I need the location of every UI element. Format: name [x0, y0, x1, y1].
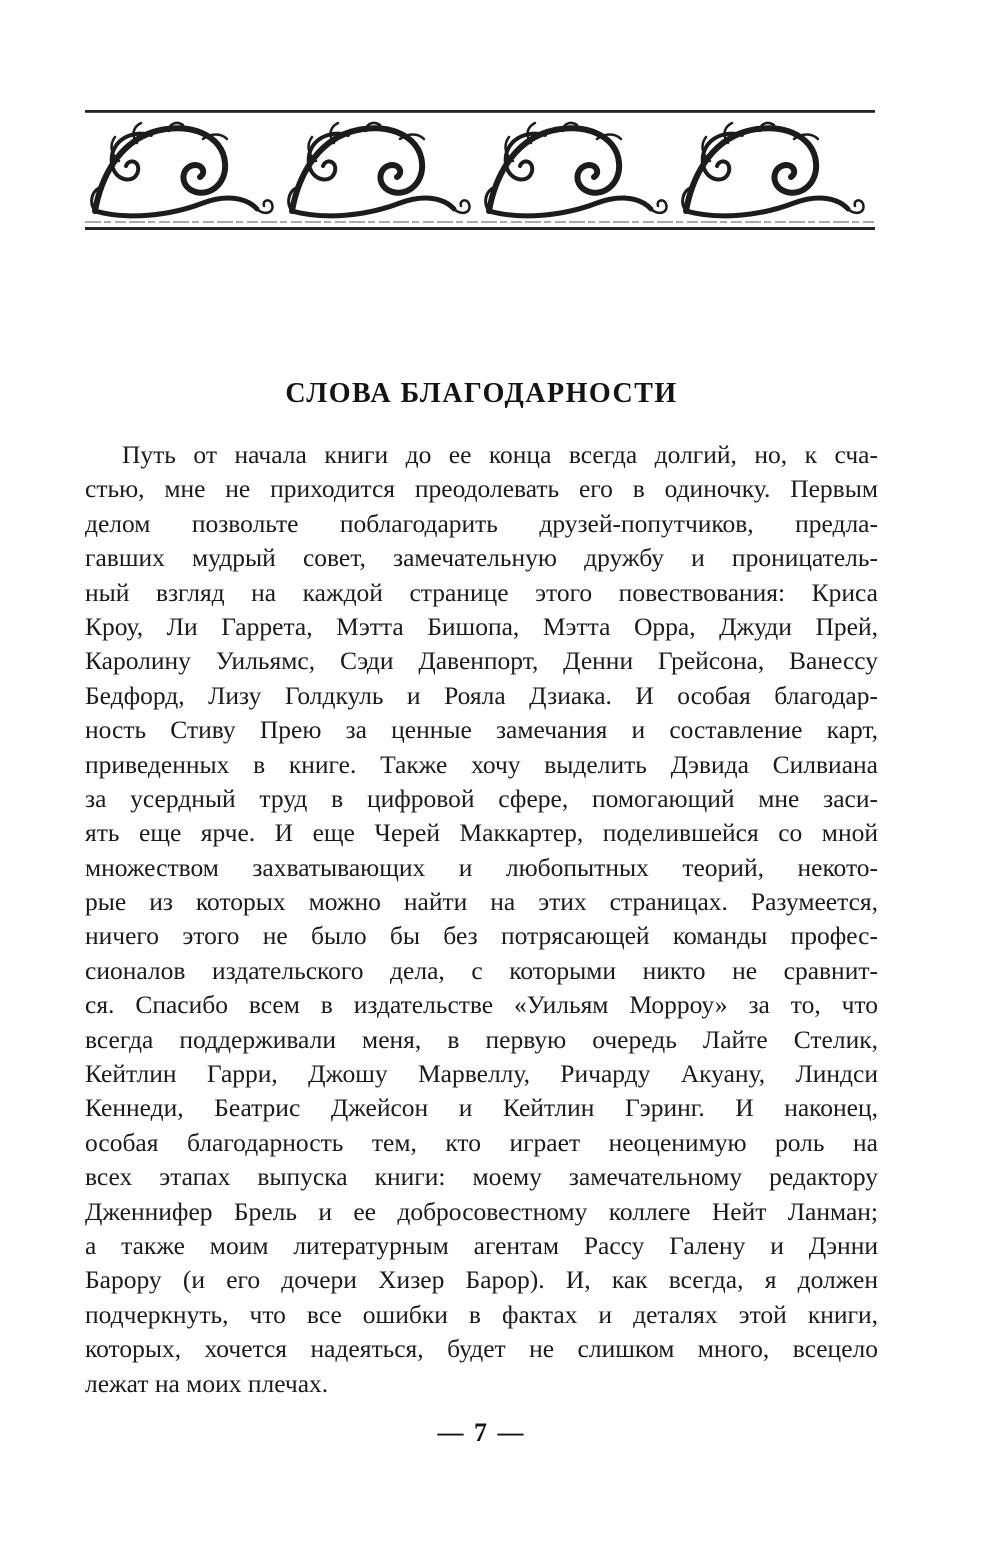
body-text-line: Путь от начала книги до ее конца всегда долгий, но, к сча- — [122, 440, 878, 469]
body-text-line: множеством захватывающих и любопытных теорий, некото- — [85, 852, 878, 882]
body-text-line: гавших мудрый совет, замечательную дружбу и проницатель- — [85, 543, 878, 573]
body-text-line: стью, мне не приходится преодолевать его в одиночку. Первым — [85, 474, 878, 504]
body-text-line: лежат на моих плечах. — [85, 1368, 329, 1398]
body-text-line: подчеркнуть, что все ошибки в фактах и деталях этой книги, — [85, 1299, 878, 1329]
body-text-line: а также моим литературным агентам Рассу Галену и Дэнни — [85, 1230, 878, 1260]
body-text-line: Кейтлин Гарри, Джошу Марвеллу, Ричарду Акуану, Линдси — [85, 1059, 878, 1089]
body-text-line: которых, хочется надеяться, будет не слишком много, всецело — [85, 1334, 878, 1364]
body-text-line: ять еще ярче. И еще Черей Маккартер, поделившейся со мной — [85, 818, 878, 848]
body-text-line: сионалов издательского дела, с которыми никто не сравнит- — [85, 955, 878, 985]
body-text-line: Барору (и его дочери Хизер Барор). И, как всегда, я должен — [85, 1265, 878, 1295]
body-text-line: ность Стиву Прею за ценные замечания и составление карт, — [85, 715, 878, 745]
acknowledgments-paragraph — [85, 438, 878, 1401]
ornament-band — [85, 110, 875, 234]
body-text-line: за усердный труд в цифровой сфере, помогающий мне заси- — [85, 783, 878, 813]
band-top-rule — [85, 110, 875, 113]
body-text-line: рые из которых можно найти на этих страницах. Разумеется, — [85, 887, 878, 917]
body-text-line: всегда поддерживали меня, в первую очередь Лайте Стелик, — [85, 1024, 878, 1054]
body-text-line: всех этапах выпуска книги: моему замечательному редактору — [85, 1162, 878, 1192]
page-number: — 7 — — [437, 1418, 526, 1447]
body-text-line: Каролину Уильямс, Сэди Давенпорт, Денни Грейсона, Ванессу — [85, 646, 878, 676]
body-text-line: Кроу, Ли Гаррета, Мэтта Бишопа, Мэтта Орра, Джуди Прей, — [85, 611, 878, 641]
body-text-line: особая благодарность тем, кто играет неоценимую роль на — [85, 1127, 878, 1157]
body-text-line: делом позвольте поблагодарить друзей-попутчиков, предла- — [85, 508, 878, 538]
body-text-line: ся. Спасибо всем в издательстве «Уильям Морроу» за то, что — [85, 990, 878, 1020]
body-text-line: Бедфорд, Лизу Голдкуль и Рояла Дзиака. И особая благодар- — [85, 680, 878, 710]
acanthus-scroll-ornament-icon — [85, 110, 875, 234]
band-bottom-rule — [85, 227, 875, 230]
body-text-line: Кеннеди, Беатрис Джейсон и Кейтлин Гэринг. И наконец, — [85, 1093, 878, 1123]
body-text-line: ничего этого не было бы без потрясающей команды профес- — [85, 921, 878, 951]
body-text-line: ный взгляд на каждой странице этого повествования: Криса — [85, 577, 878, 607]
body-text-line: приведенных в книге. Также хочу выделить Дэвида Силвиана — [85, 749, 878, 779]
body-text-line: Дженнифер Брель и ее добросовестному коллеге Нейт Ланман; — [85, 1196, 878, 1226]
chapter-title: СЛОВА БЛАГОДАРНОСТИ — [285, 378, 678, 409]
